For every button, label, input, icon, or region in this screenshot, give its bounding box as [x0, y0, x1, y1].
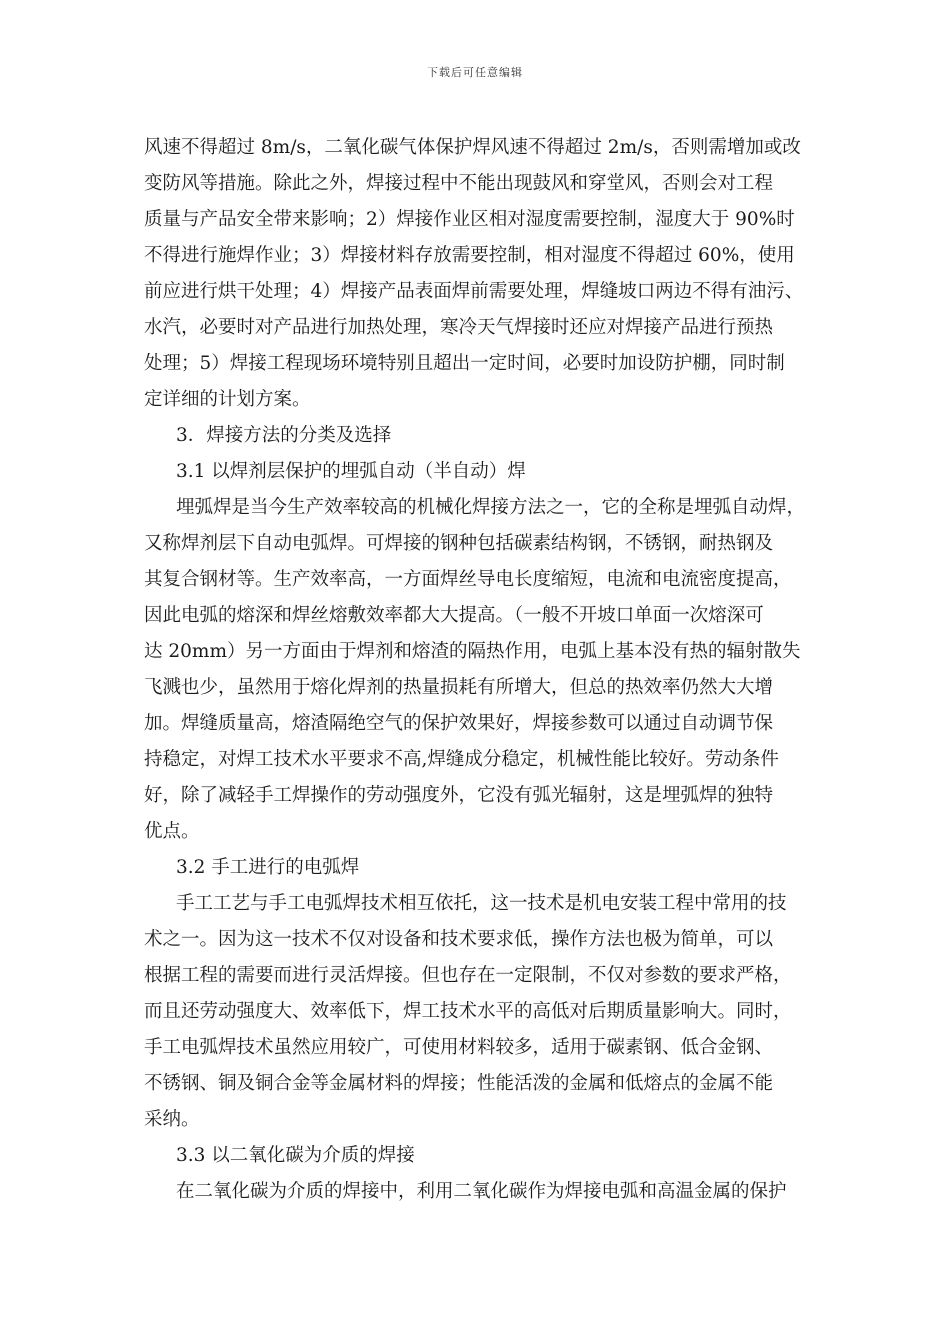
text-line: 术之一。因为这一技术不仅对设备和技术要求低，操作方法也极为简单，可以	[144, 929, 774, 950]
text-line: 持稳定，对焊工技术水平要求不高,焊缝成分稳定，机械性能比较好。劳动条件	[144, 749, 779, 770]
text-line: 定详细的计划方案。	[144, 389, 311, 410]
text-line: 手工工艺与手工电弧焊技术相互依托，这一技术是机电安装工程中常用的技	[176, 893, 787, 914]
text-line: 3.1 以焊剂层保护的埋弧自动（半自动）焊	[176, 461, 526, 482]
text-line: 在二氧化碳为介质的焊接中，利用二氧化碳作为焊接电弧和高温金属的保护	[176, 1181, 787, 1202]
document-body	[144, 130, 808, 1210]
page-header: 下载后可任意编辑	[427, 66, 523, 79]
text-line: 好，除了减轻手工焊操作的劳动强度外，它没有弧光辐射，这是埋弧焊的独特	[144, 785, 774, 806]
text-line: 水汽，必要时对产品进行加热处理，寒冷天气焊接时还应对焊接产品进行预热	[144, 317, 774, 338]
text-line: 加。焊缝质量高，熔渣隔绝空气的保护效果好，焊接参数可以通过自动调节保	[144, 713, 774, 734]
text-line: 达 20mm）另一方面由于焊剂和熔渣的隔热作用，电弧上基本没有热的辐射散失	[144, 641, 801, 662]
text-line: 处理；5）焊接工程现场环境特别且超出一定时间，必要时加设防护棚，同时制	[144, 353, 785, 374]
text-line: 其复合钢材等。生产效率高，一方面焊丝导电长度缩短，电流和电流密度提高，	[144, 569, 792, 590]
text-line: 3．焊接方法的分类及选择	[176, 425, 392, 446]
text-line: 又称焊剂层下自动电弧焊。可焊接的钢种包括碳素结构钢，不锈钢，耐热钢及	[144, 533, 774, 554]
text-line: 手工电弧焊技术虽然应用较广，可使用材料较多，适用于碳素钢、低合金钢、	[144, 1037, 774, 1058]
text-line: 变防风等措施。除此之外，焊接过程中不能出现鼓风和穿堂风，否则会对工程	[144, 173, 774, 194]
text-line: 不锈钢、铜及铜合金等金属材料的焊接；性能活泼的金属和低熔点的金属不能	[144, 1073, 774, 1094]
text-line: 3.3 以二氧化碳为介质的焊接	[176, 1145, 415, 1166]
text-line: 飞溅也少，虽然用于熔化焊剂的热量损耗有所增大，但总的热效率仍然大大增	[144, 677, 774, 698]
text-line: 优点。	[144, 821, 200, 842]
text-line: 不得进行施焊作业；3）焊接材料存放需要控制，相对湿度不得超过 60%，使用	[144, 245, 795, 266]
text-line: 3.2 手工进行的电弧焊	[176, 857, 360, 878]
text-line: 风速不得超过 8m/s，二氧化碳气体保护焊风速不得超过 2m/s，否则需增加或改	[144, 137, 801, 158]
text-line: 前应进行烘干处理；4）焊接产品表面焊前需要处理，焊缝坡口两边不得有油污、	[144, 281, 804, 302]
text-line: 而且还劳动强度大、效率低下，焊工技术水平的高低对后期质量影响大。同时，	[144, 1001, 792, 1022]
text-line: 质量与产品安全带来影响；2）焊接作业区相对湿度需要控制，湿度大于 90%时	[144, 209, 795, 230]
text-line: 采纳。	[144, 1109, 200, 1130]
text-line: 根据工程的需要而进行灵活焊接。但也存在一定限制，不仅对参数的要求严格，	[144, 965, 792, 986]
text-line: 因此电弧的熔深和焊丝熔敷效率都大大提高。（一般不开坡口单面一次熔深可	[144, 605, 764, 626]
text-line: 埋弧焊是当今生产效率较高的机械化焊接方法之一，它的全称是埋弧自动焊，	[176, 497, 806, 518]
